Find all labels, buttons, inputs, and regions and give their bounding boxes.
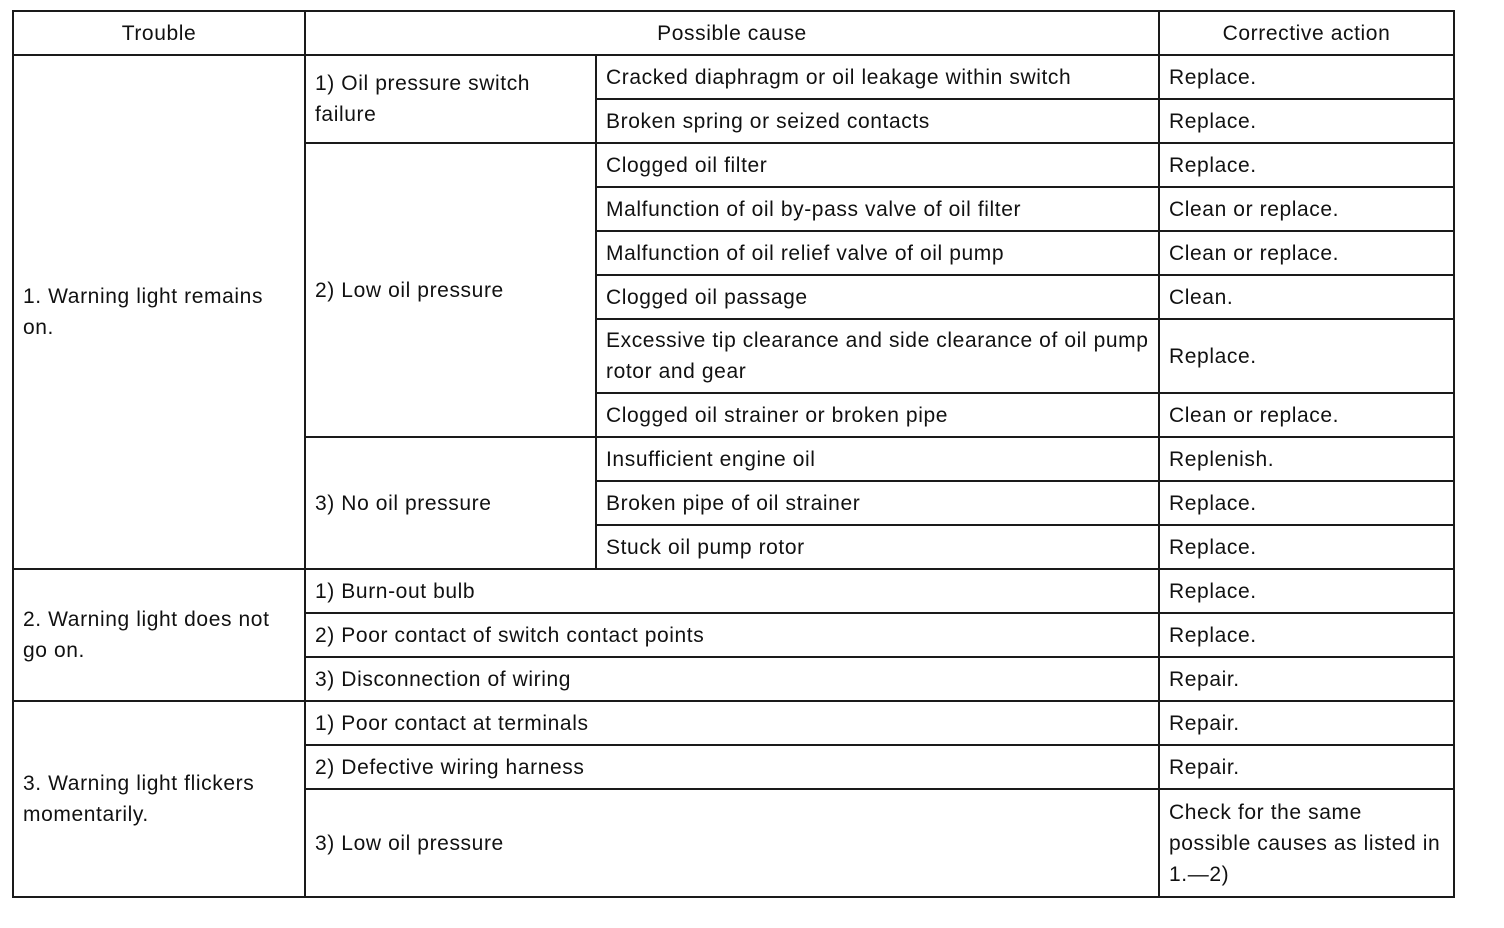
action-cell: Replace. (1159, 99, 1454, 143)
detail-cell: Stuck oil pump rotor (596, 525, 1159, 569)
detail-cell: Insufficient engine oil (596, 437, 1159, 481)
detail-cell: Broken spring or seized contacts (596, 99, 1159, 143)
action-cell: Replace. (1159, 55, 1454, 99)
action-cell: Replenish. (1159, 437, 1454, 481)
action-cell: Replace. (1159, 525, 1454, 569)
troubleshooting-sheet (12, 10, 1453, 906)
trouble-cell: 1. Warning light remains on. (13, 55, 305, 569)
detail-cell: Clogged oil strainer or broken pipe (596, 393, 1159, 437)
detail-cell: Clogged oil passage (596, 275, 1159, 319)
cause-cell: 1) Burn-out bulb (305, 569, 1159, 613)
action-cell: Replace. (1159, 143, 1454, 187)
action-cell: Repair. (1159, 657, 1454, 701)
action-cell: Check for the same possible causes as listed in 1.—2) (1159, 789, 1454, 897)
action-cell: Clean or replace. (1159, 187, 1454, 231)
cause-cell: 3) Disconnection of wiring (305, 657, 1159, 701)
cause-cell: 2) Defective wiring harness (305, 745, 1159, 789)
trouble-cell: 3. Warning light flickers momentarily. (13, 701, 305, 897)
detail-cell: Malfunction of oil by-pass valve of oil filter (596, 187, 1159, 231)
action-cell: Replace. (1159, 613, 1454, 657)
trouble-cell: 2. Warning light does not go on. (13, 569, 305, 701)
action-cell: Replace. (1159, 481, 1454, 525)
table-row (13, 701, 1454, 745)
table-row (13, 55, 1454, 99)
header-possible-cause: Possible cause (305, 11, 1159, 55)
action-cell: Repair. (1159, 745, 1454, 789)
header-row (13, 11, 1454, 55)
table-row (13, 569, 1454, 613)
header-trouble: Trouble (13, 11, 305, 55)
detail-cell: Cracked diaphragm or oil leakage within switch (596, 55, 1159, 99)
action-cell: Replace. (1159, 569, 1454, 613)
detail-cell: Excessive tip clearance and side clearance of oil pump rotor and gear (596, 319, 1159, 393)
action-cell: Replace. (1159, 319, 1454, 393)
cause-cell: 3) No oil pressure (305, 437, 596, 569)
cause-cell: 1) Oil pressure switch failure (305, 55, 596, 143)
troubleshooting-table (12, 10, 1455, 898)
action-cell: Repair. (1159, 701, 1454, 745)
action-cell: Clean. (1159, 275, 1454, 319)
detail-cell: Clogged oil filter (596, 143, 1159, 187)
detail-cell: Broken pipe of oil strainer (596, 481, 1159, 525)
cause-cell: 3) Low oil pressure (305, 789, 1159, 897)
action-cell: Clean or replace. (1159, 231, 1454, 275)
cause-cell: 1) Poor contact at terminals (305, 701, 1159, 745)
action-cell: Clean or replace. (1159, 393, 1454, 437)
header-corrective-action: Corrective action (1159, 11, 1454, 55)
cause-cell: 2) Poor contact of switch contact points (305, 613, 1159, 657)
detail-cell: Malfunction of oil relief valve of oil pump (596, 231, 1159, 275)
cause-cell: 2) Low oil pressure (305, 143, 596, 437)
